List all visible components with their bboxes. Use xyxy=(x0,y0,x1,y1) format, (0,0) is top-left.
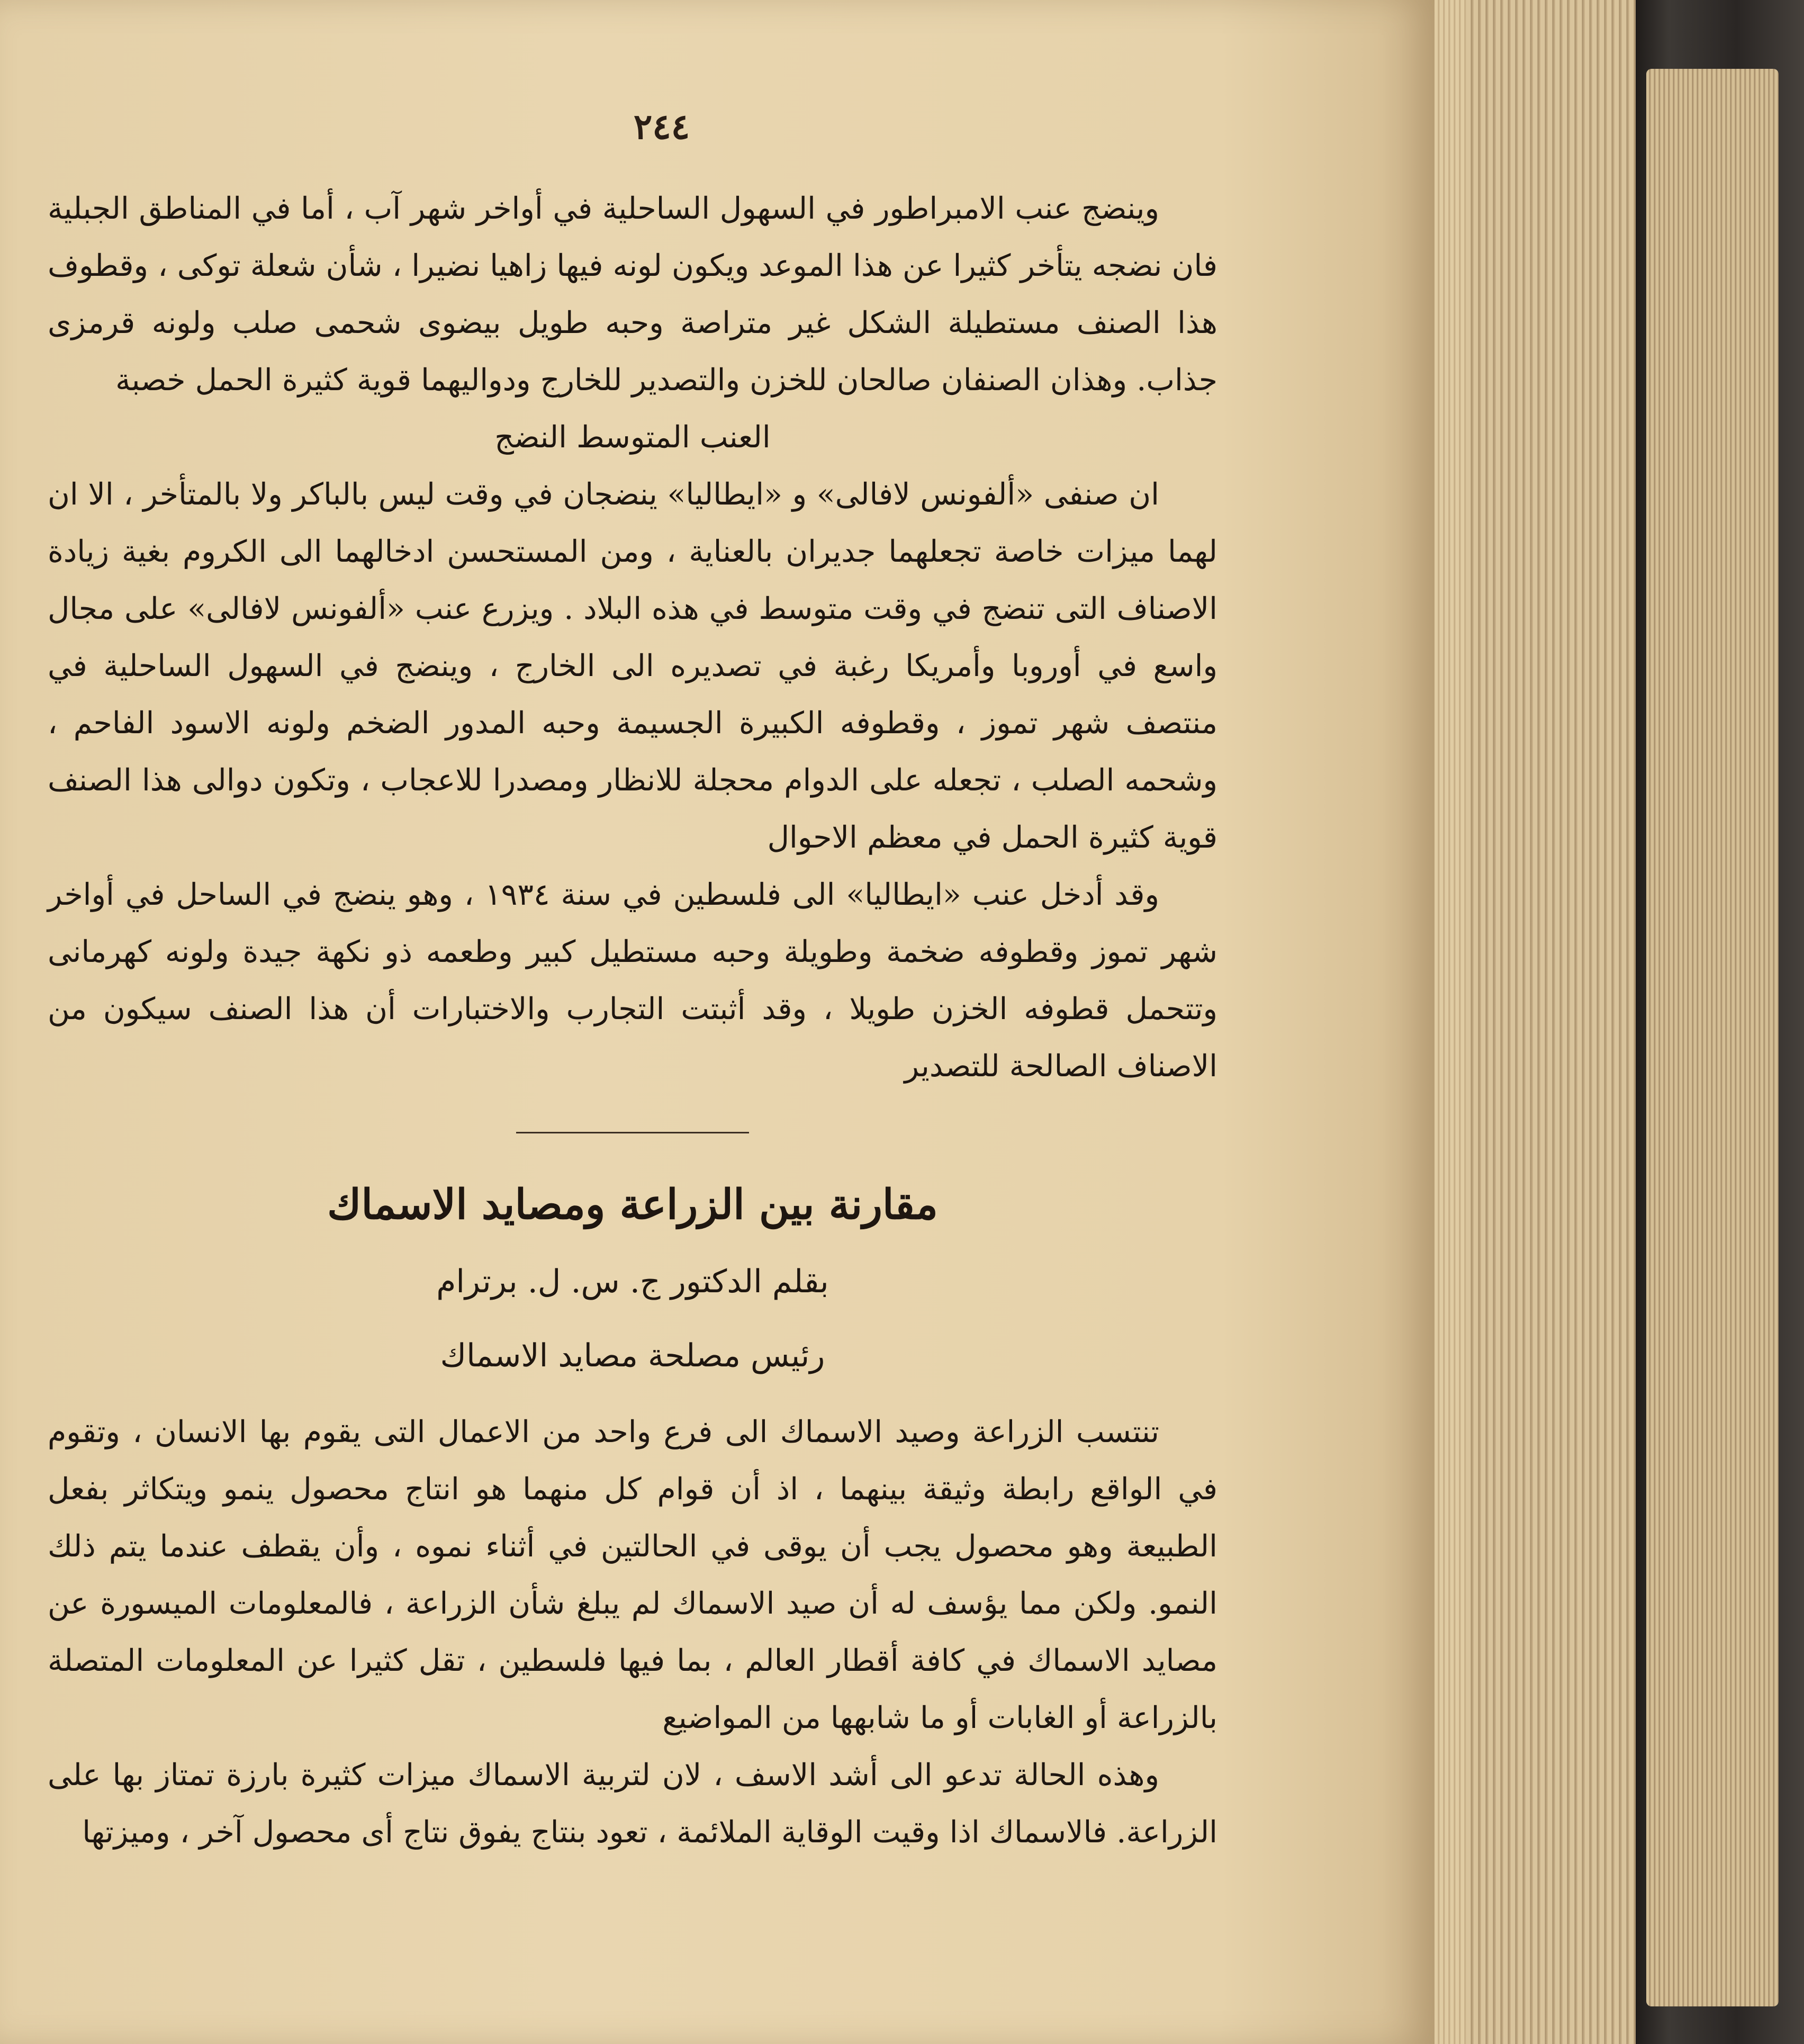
subheading: العنب المتوسط النضج xyxy=(494,420,771,455)
text-block xyxy=(48,180,1217,1861)
page-number: ٢٤٤ xyxy=(633,106,690,147)
paragraph: وقد أدخل عنب «ايطاليا» الى فلسطين في سنة ١٩٣٤ ، وهو ينضج في الساحل في أواخر شهر تموز وقطوفه ضخمة وطويلة وحبه مستطيل كبير وطعمه ذو نكهة جيدة ولونه كهرمانى وتتحمل قطوفه الخزن طويلا ، وقد أثبتت التجارب والاختبارات أن هذا الصنف سيكون من الاصناف الصالحة للتصدير xyxy=(48,877,1217,1084)
back-page-stack xyxy=(1646,69,1779,2006)
page-edges xyxy=(1466,0,1636,2044)
paragraph: وينضج عنب الامبراطور في السهول الساحلية في أواخر شهر آب ، أما في المناطق الجبلية فان نضجه يتأخر كثيرا عن هذا الموعد ويكون لونه فيها زاهيا نضيرا ، شأن شعلة توكى ، وقطوف هذا الصنف مستطيلة الشكل غير متراصة وحبه طويل بيضوى شحمى صلب ولونه قرمزى جذاب. وهذان الصنفان صالحان للخزن والتصدير للخارج ودواليهما قوية كثيرة الحمل خصبة xyxy=(48,191,1217,398)
section-divider xyxy=(516,1132,749,1133)
article-title: مقارنة بين الزراعة ومصايد الاسماك xyxy=(327,1181,938,1229)
article-byline: بقلم الدكتور ج. س. ل. برترام xyxy=(436,1263,829,1300)
paragraph: تنتسب الزراعة وصيد الاسماك الى فرع واحد من الاعمال التى يقوم بها الانسان ، وتقوم في الواقع رابطة وثيقة بينهما ، اذ أن قوام كل منهما هو انتاج محصول ينمو ويتكاثر بفعل الطبيعة وهو محصول يجب أن يوقى في الحالتين في أثناء نموه ، وأن يقطف عندما يتم ذلك النمو. ولكن مما يؤسف له أن صيد الاسماك لم يبلغ شأن الزراعة ، فالمعلومات الميسورة عن مصايد الاسماك في كافة أقطار العالم ، بما فيها فلسطين ، تقل كثيرا عن المعلومات المتصلة بالزراعة أو الغابات أو ما شابهها من المواضيع xyxy=(48,1415,1217,1735)
paragraph: ان صنفى «ألفونس لافالى» و «ايطاليا» ينضجان في وقت ليس بالباكر ولا بالمتأخر ، الا ان لهما ميزات خاصة تجعلهما جديران بالعناية ، ومن المستحسن ادخالهما الى الكروم بغية زيادة الاصناف التى تنضج في وقت متوسط في هذه البلاد . ويزرع عنب «ألفونس لافالى» على مجال واسع في أوروبا وأمريكا رغبة في تصديره الى الخارج ، وينضج في السهول الساحلية في منتصف شهر تموز ، وقطوفه الكبيرة الجسيمة وحبه المدور الضخم ولونه الاسود الفاحم ، وشحمه الصلب ، تجعله على الدوام محجلة للانظار ومصدرا للاعجاب ، وتكون دوالى هذا الصنف قوية كثيرة الحمل في معظم الاحوال xyxy=(48,477,1217,855)
author-role: رئيس مصلحة مصايد الاسماك xyxy=(440,1337,825,1374)
paragraph: وهذه الحالة تدعو الى أشد الاسف ، لان لتربية الاسماك ميزات كثيرة بارزة تمتاز بها على الزراعة. فالاسماك اذا وقيت الوقاية الملائمة ، تعود بنتاج يفوق نتاج أى محصول آخر ، وميزتها xyxy=(48,1758,1217,1850)
